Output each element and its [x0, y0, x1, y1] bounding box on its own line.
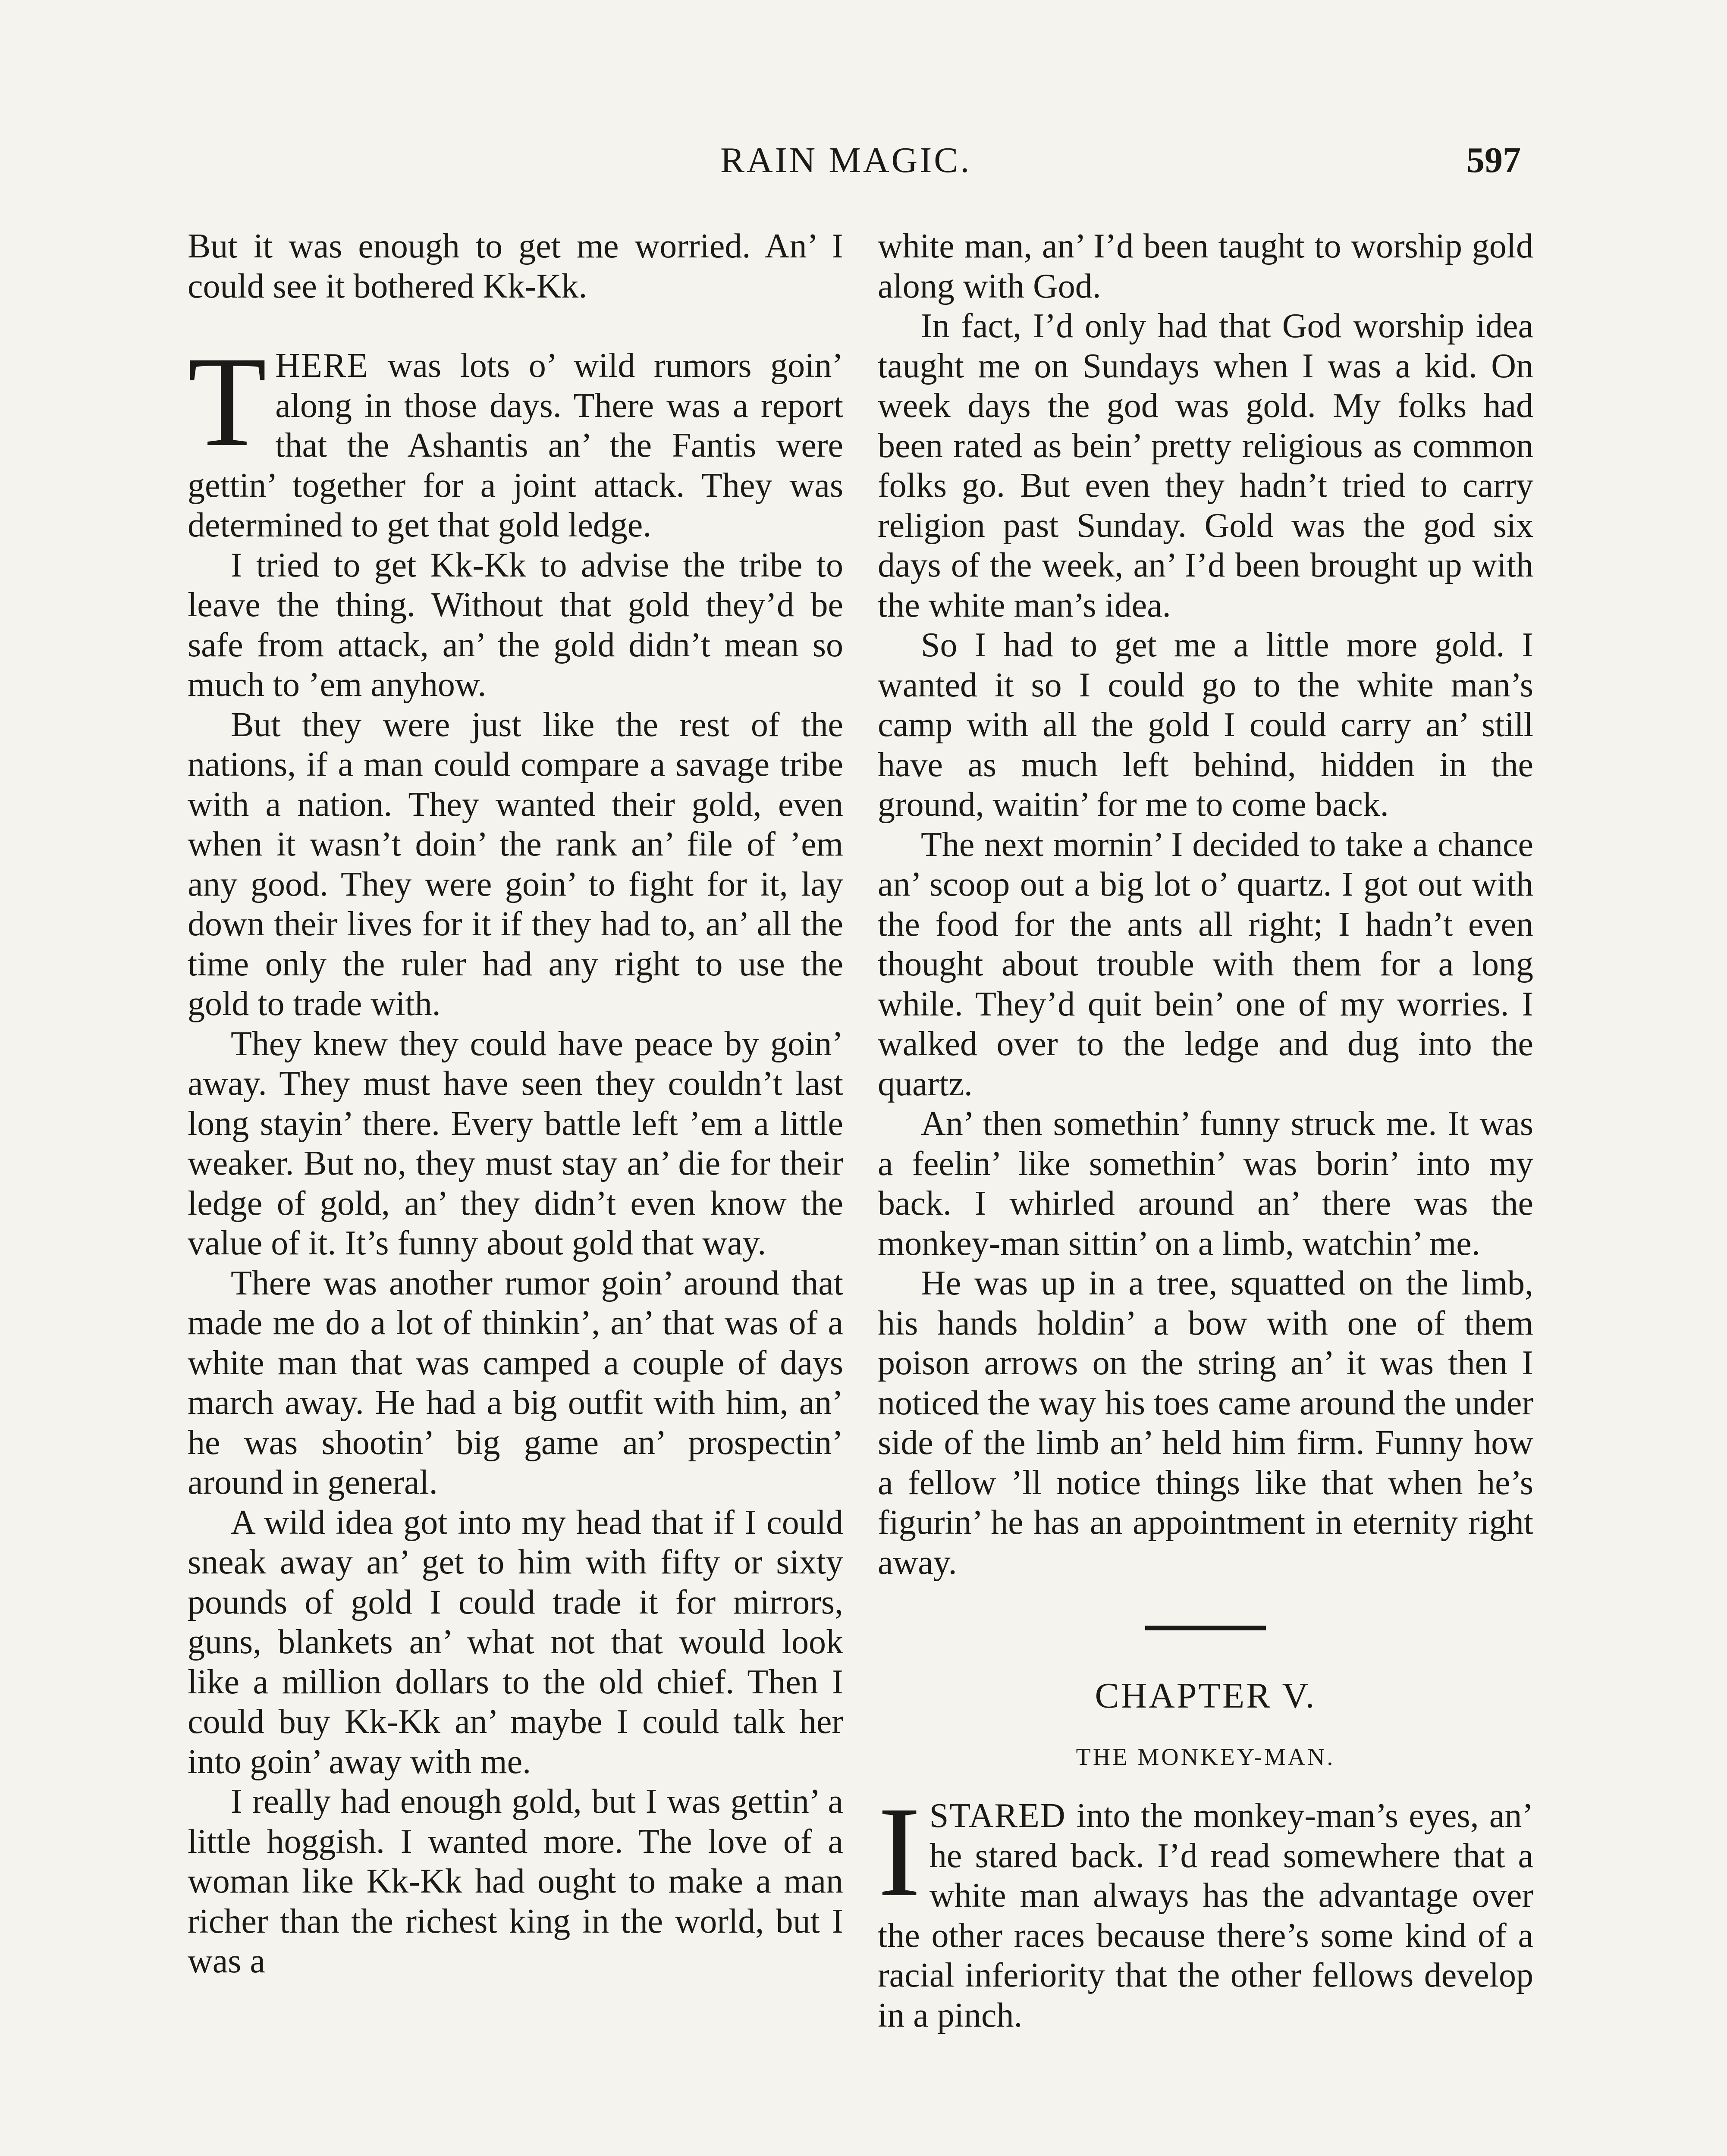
paragraph: There was another rumor goin’ around that made me do a lot of thinkin’, an’ that was of a white man that was camped a couple of days march away. He had a big outfit with him, an’ he was shootin’ big game an’ prospectin’ around in general. [188, 1264, 843, 1501]
chapter-title: CHAPTER V. [1095, 1676, 1316, 1716]
paragraph: I tried to get Kk-Kk to advise the tribe to leave the thing. Without that gold they’d be safe from attack, an’ the gold didn’t mean so much to ’em anyhow. [188, 546, 843, 704]
paragraph-text: was lots o’ wild rumors goin’ along in those days. There was a report that the Ashantis an’ the Fantis were gettin’ together for a joint attack. They was determined to get that gold ledge. [188, 347, 843, 544]
right-column [878, 226, 1533, 2035]
paragraph: An’ then somethin’ funny struck me. It was a feelin’ like somethin’ was borin’ into my back. I whirled around an’ there was the monkey-man sittin’ on a limb, watchin’ me. [878, 1105, 1533, 1263]
paragraph: But it was enough to get me worried. An’ I could see it bothered Kk-Kk. [188, 227, 843, 305]
paragraph: white man, an’ I’d been taught to worship gold along with God. [878, 227, 1533, 305]
small-caps-lead: HERE [275, 347, 369, 385]
paragraph-section-start [188, 330, 843, 545]
paragraph-text: into the monkey-man’s eyes, an’ he stared back. I’d read somewhere that a white man always has the advantage over the other races because there’s some kind of a racial inferiority that the other fellows develop in a pinch. [878, 1797, 1533, 2034]
paragraph: But they were just like the rest of the nations, if a man could compare a savage tribe with a nation. They wanted their gold, even when it wasn’t doin’ the rank an’ file of ’em any good. They were goin’ to fight for it, lay down their lives for it if they had to, an’ all the time only the ruler had any right to use the gold to trade with. [188, 705, 843, 1023]
paragraph: In fact, I’d only had that God worship idea taught me on Sundays when I was a kid. On week days the god was gold. My folks had been rated as bein’ pretty religious as common folks go. But even they hadn’t tried to carry religion past Sunday. Gold was the god six days of the week, an’ I’d been brought up with the white man’s idea. [878, 307, 1533, 624]
paragraph: I really had enough gold, but I was gettin’ a little hoggish. I wanted more. The love of a woman like Kk-Kk had ought to make a man richer than the richest king in the world, but I was a [188, 1783, 843, 1980]
paragraph: He was up in a tree, squatted on the limb, his hands holdin’ a bow with one of them poison arrows on the string an’ it was then I noticed the way his toes came around the under side of the limb an’ held him firm. Funny how a fellow ’ll notice things like that when he’s figurin’ he has an appointment in eternity right away. [878, 1264, 1533, 1582]
small-caps-lead: STARED [929, 1797, 1066, 1835]
drop-cap: T [188, 330, 267, 473]
chapter-subtitle: THE MONKEY-MAN. [1076, 1744, 1335, 1771]
running-title: RAIN MAGIC. [720, 140, 972, 180]
chapter-divider-rule [1145, 1626, 1266, 1630]
left-column [188, 226, 843, 1981]
paragraph: A wild idea got into my head that if I could sneak away an’ get to him with fifty or sixty pounds of gold I could trade it for mirrors, guns, blankets an’ what not that would look like a million dollars to the old chief. Then I could buy Kk-Kk an’ maybe I could talk her into goin’ away with me. [188, 1503, 843, 1781]
page-number: 597 [1466, 140, 1521, 180]
paragraph-chapter-start [878, 1780, 1533, 2035]
drop-cap: I [878, 1780, 921, 1923]
paragraph: They knew they could have peace by goin’ away. They must have seen they couldn’t last long stayin’ there. Every battle left ’em a little weaker. But no, they must stay an’ die for their ledge of gold, an’ they didn’t even know the value of it. It’s funny about gold that way. [188, 1025, 843, 1262]
paragraph: The next mornin’ I decided to take a chance an’ scoop out a big lot o’ quartz. I got out with the food for the ants all right; I hadn’t even thought about trouble with them for a long while. They’d quit bein’ one of my worries. I walked over to the ledge and dug into the quartz. [878, 825, 1533, 1103]
paragraph: So I had to get me a little more gold. I wanted it so I could go to the white man’s camp with all the gold I could carry an’ still have as much left behind, hidden in the ground, waitin’ for me to come back. [878, 626, 1533, 824]
